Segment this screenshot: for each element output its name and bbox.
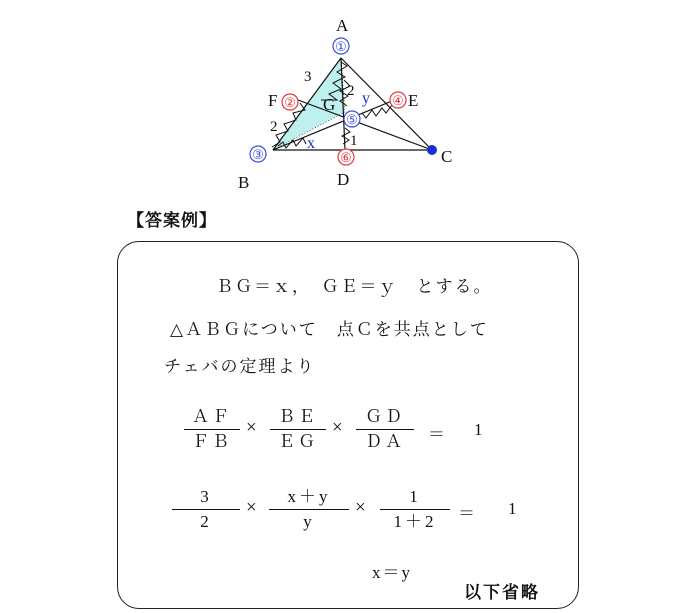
eq2-rhs: 1	[508, 499, 519, 518]
eq1-times-1: ×	[246, 417, 257, 438]
label-gd-1: 1	[350, 133, 358, 149]
circled-3: ③	[252, 147, 264, 162]
label-f: F	[268, 91, 278, 110]
label-y: y	[362, 90, 370, 107]
circled-2: ②	[284, 95, 296, 110]
circled-6: ⑥	[340, 150, 352, 165]
zigzag-gd	[342, 128, 350, 144]
label-g: G	[323, 95, 336, 114]
eq1-fraction-1: ＡＦ ＦＢ	[184, 406, 240, 453]
label-e: E	[408, 91, 419, 110]
eq1-fraction-2: ＢＥ ＥＧ	[270, 406, 326, 453]
eq2-equals: ＝	[458, 504, 477, 523]
label-c: C	[441, 147, 453, 166]
label-fb-2: 2	[270, 119, 278, 135]
eq2-times-2: ×	[355, 497, 366, 518]
circled-5: ⑤	[346, 112, 358, 127]
result-equation: x＝y	[372, 563, 412, 582]
eq2-fraction-3: 1 1＋2	[380, 486, 450, 533]
label-b: B	[238, 173, 250, 192]
answer-line-1: ＢＧ＝ｘ， ＧＥ＝ｙ とする。	[216, 277, 493, 297]
eq2-fraction-2: x＋y y	[269, 486, 349, 533]
label-a: A	[336, 16, 349, 35]
eq1-fraction-3: ＧＤ ＤＡ	[356, 406, 414, 453]
label-d: D	[337, 170, 350, 189]
point-c	[427, 145, 437, 155]
section-heading: 【答案例】	[127, 211, 217, 231]
omitted-note: 以下省略	[464, 583, 540, 603]
label-af-3: 3	[304, 69, 312, 85]
circled-1: ①	[335, 39, 347, 54]
circled-4: ④	[392, 93, 404, 108]
eq1-times-2: ×	[332, 417, 343, 438]
answer-line-2: △ＡＢＧについて 点Ｃを共点として	[170, 320, 489, 340]
label-x: x	[307, 135, 315, 152]
label-ag-2: 2	[347, 83, 355, 99]
triangle-diagram	[0, 0, 700, 200]
eq1-equals: ＝	[428, 425, 447, 444]
eq1-rhs: 1	[474, 420, 485, 439]
eq2-fraction-1: 3 2	[172, 486, 240, 533]
answer-line-3: チェバの定理より	[164, 357, 316, 377]
answer-box	[117, 241, 579, 609]
eq2-times-1: ×	[246, 497, 257, 518]
